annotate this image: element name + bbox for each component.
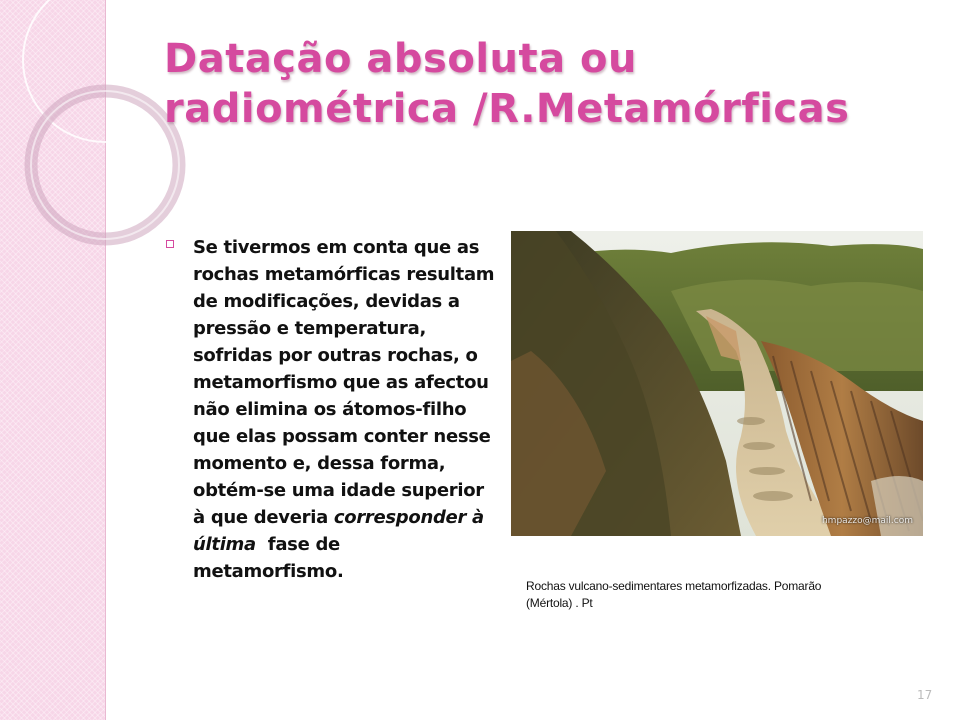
landscape-photo [511,231,923,536]
body-line: que elas possam conter nesse [193,426,491,447]
body-line [193,531,493,558]
body-text-italic: última [193,534,256,555]
body-line: obtém-se uma idade superior [193,480,484,501]
body-line: de modificações, devidas a [193,291,460,312]
photo-caption [526,578,866,612]
body-line: sofridas por outras rochas, o [193,345,478,366]
slide-title [164,34,924,134]
caption-line: Rochas vulcano-sedimentares metamorfizadas. Pomarão [526,579,822,593]
body-line: momento e, dessa forma, [193,453,446,474]
bullet-text [193,234,493,585]
body-line: metamorfismo. [193,561,344,582]
bullet-square-icon [166,240,174,248]
body-line: rochas metamórficas resultam [193,264,495,285]
title-line-2: radiométrica /R.Metamórficas [164,86,850,132]
body-line: metamorfismo que as afectou [193,372,489,393]
caption-line: (Mértola) . Pt [526,596,593,610]
body-text-regular: à que deveria [193,507,334,528]
body-text-italic: corresponder à [333,507,484,528]
body-line: Se tivermos em conta que as [193,237,480,258]
title-line-1: Datação absoluta ou [164,36,638,82]
slide-number: 17 [917,688,933,702]
body-line [193,504,493,531]
body-line: não elimina os átomos-filho [193,399,467,420]
photo-watermark: hmpazzo@mail.com [821,516,913,526]
body-text-regular: fase de [255,534,340,555]
body-line: pressão e temperatura, [193,318,427,339]
